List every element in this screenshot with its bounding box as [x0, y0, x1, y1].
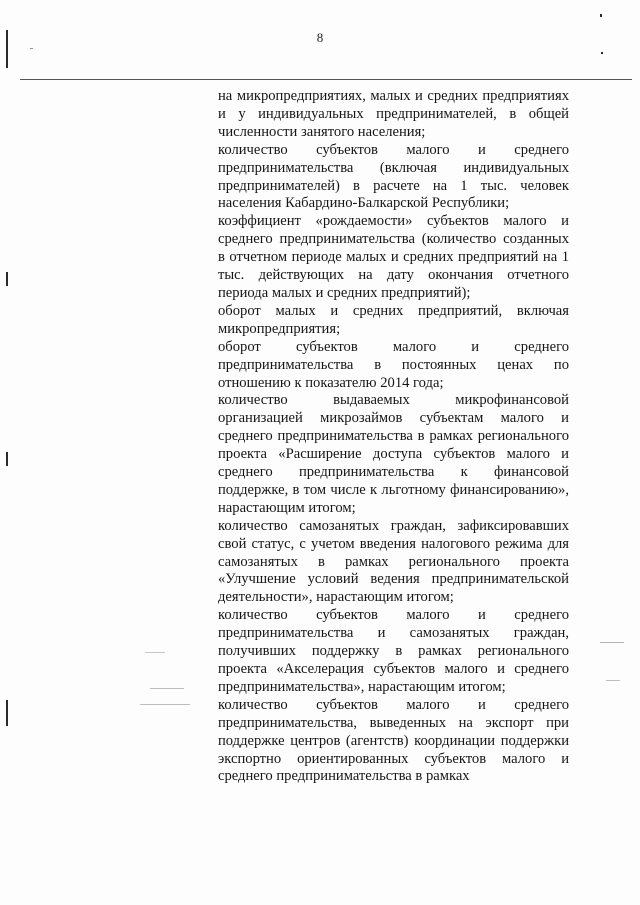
- header-rule: [20, 79, 632, 80]
- paragraph: оборот малых и средних предприятий, включая микропредприятия;: [218, 302, 569, 337]
- scan-speck: [601, 52, 603, 54]
- paragraph: оборот субъектов малого и среднего предпринимательства в постоянных ценах по отношению к показателю 2014 года;: [218, 338, 569, 391]
- paragraph: коэффициент «рождаемости» субъектов малого и среднего предпринимательства (количество созданных в отчетном периоде малых и средних предприятий на 1 тыс. действующих на дату окончания отчетного периода малых и средних предприятий);: [218, 213, 569, 301]
- scan-edge-mark: [6, 700, 8, 726]
- scan-speck: [145, 652, 165, 653]
- scan-speck: [30, 48, 33, 49]
- scan-speck: [600, 642, 624, 643]
- paragraph: количество выдаваемых микрофинансовой организацией микрозаймов субъектам малого и среднего предпринимательства в рамках регионального проекта «Расширение доступа субъектов малого и среднего предпринимательства к финансовой поддержке, в том числе к льготному финансированию», нарастающим итогом;: [218, 392, 569, 516]
- paragraph: количество субъектов малого и среднего предпринимательства, выведенных на экспорт при поддержке центров (агентств) координации поддержки экспортно ориентированных субъектов малого и среднего предпринимательства в рамках: [218, 696, 569, 785]
- paragraph: на микропредприятиях, малых и средних предприятиях и у индивидуальных предпринимателей, в общей численности занятого населения;: [218, 88, 569, 140]
- scan-speck: [606, 680, 620, 681]
- paragraph: количество самозанятых граждан, зафиксировавших свой статус, с учетом введения налогового режима для самозанятых в рамках регионального проекта «Улучшение условий ведения предпринимательской деятельности», нарастающим итогом;: [218, 517, 569, 606]
- body-text: [218, 88, 569, 786]
- paragraph: количество субъектов малого и среднего предпринимательства и самозанятых граждан, получивших поддержку в рамках регионального проекта «Акселерация субъектов малого и среднего предпринимательства», нарастающим итогом;: [218, 607, 569, 695]
- scan-speck: [140, 704, 190, 705]
- page-number: 8: [316, 30, 324, 45]
- scan-edge-mark: [6, 30, 8, 68]
- scan-speck: [600, 14, 602, 17]
- paragraph: количество субъектов малого и среднего предпринимательства (включая индивидуальных предпринимателей) в расчете на 1 тыс. человек населения Кабардино-Балкарской Республики;: [218, 141, 569, 212]
- scan-edge-mark: [6, 272, 8, 286]
- scan-edge-mark: [6, 452, 8, 466]
- scan-speck: [150, 688, 184, 689]
